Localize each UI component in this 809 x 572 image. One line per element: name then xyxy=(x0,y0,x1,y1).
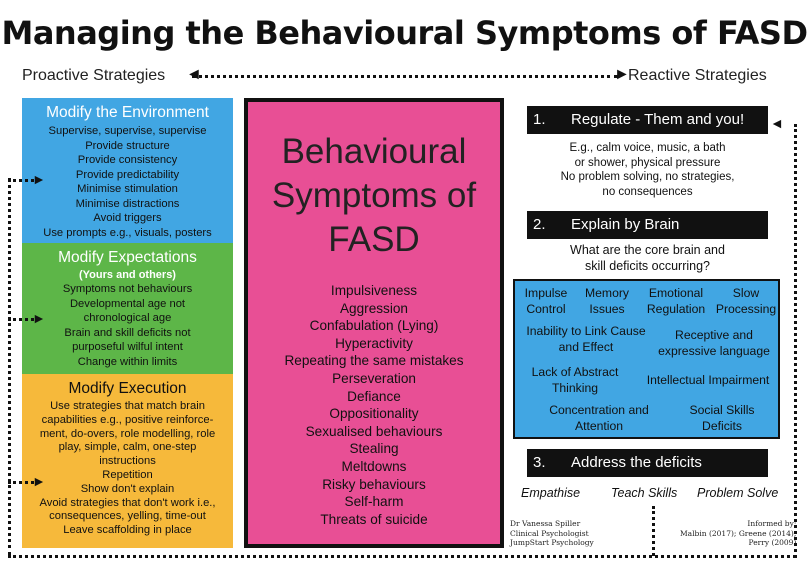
symptom-item: Hyperactivity xyxy=(335,335,413,351)
modify-expectations-list xyxy=(22,282,233,369)
symptom-item: Threats of suicide xyxy=(320,511,428,527)
deficit-item xyxy=(639,286,713,317)
modify-expectations-panel xyxy=(22,243,233,374)
panel-list-item: Brain and skill deficits not xyxy=(64,326,191,339)
symptom-item: Impulsiveness xyxy=(330,283,418,298)
deficit-item xyxy=(637,373,779,389)
strategy-spectrum-arrow xyxy=(192,75,618,78)
symptom-item: Risky behaviours xyxy=(322,476,426,492)
deficit-line: Social Skills xyxy=(689,403,755,417)
author-credit xyxy=(510,519,594,548)
step-explain-description xyxy=(527,243,768,274)
deficit-item xyxy=(519,286,573,317)
arrow-right-icon: ► xyxy=(32,171,46,187)
panel-list-item: Use strategies that match brain xyxy=(50,400,205,412)
credit-line: Informed by: xyxy=(747,519,797,528)
modify-execution-title: Modify Execution xyxy=(68,380,187,397)
step-number: 1. xyxy=(533,111,546,128)
center-title xyxy=(248,130,500,262)
panel-list-item: Provide predictability xyxy=(75,168,180,181)
deficit-line: Processing xyxy=(715,301,777,316)
modify-expectations-title: Modify Expectations xyxy=(58,249,197,266)
panel-list-item: Developmental age not xyxy=(69,297,186,310)
arrow-right-icon: ► xyxy=(32,473,46,489)
arrow-left-icon: ◄ xyxy=(186,66,202,83)
panel-list-item: ment, do-overs, role modelling, role xyxy=(39,427,216,440)
connector-branch xyxy=(8,481,34,484)
modify-environment-list xyxy=(22,124,233,240)
symptom-item: Repeating the same mistakes xyxy=(284,353,464,369)
arrow-right-icon: ► xyxy=(614,66,630,83)
modify-expectations-subtitle: (Yours and others) xyxy=(79,269,176,281)
deficit-line: Issues xyxy=(589,301,625,316)
panel-list-item: purposeful wilful intent xyxy=(72,341,183,353)
arrow-left-icon: ◄ xyxy=(770,115,784,131)
panel-list-item: consequences, yelling, time-out xyxy=(49,510,206,523)
deficit-line: Control xyxy=(526,301,566,316)
deficit-item xyxy=(577,286,637,317)
credit-line: Dr Vanessa Spiller xyxy=(510,519,581,528)
strategy-teach-skills: Teach Skills xyxy=(611,486,678,500)
deficit-line: Receptive and xyxy=(675,328,753,342)
symptom-list xyxy=(248,282,500,528)
page-title: Managing the Behavioural Symptoms of FASD xyxy=(1,14,808,52)
description-line: What are the core brain and xyxy=(570,243,725,257)
center-title-line: FASD xyxy=(328,220,420,259)
description-line: skill deficits occurring? xyxy=(584,258,711,273)
deficit-line: Thinking xyxy=(551,380,599,395)
deficit-line: Attention xyxy=(574,418,624,433)
deficit-item xyxy=(519,365,631,396)
step-regulate xyxy=(527,106,768,134)
center-title-line: Symptoms of xyxy=(271,176,477,215)
panel-list-item: Use prompts e.g., visuals, posters xyxy=(43,226,212,239)
panel-list-item: Supervise, supervise, supervise xyxy=(48,125,207,137)
deficit-line: Regulation xyxy=(646,301,706,316)
panel-list-item: Minimise distractions xyxy=(75,197,180,210)
bottom-connector-line xyxy=(8,555,796,558)
deficit-line: Deficits xyxy=(702,418,742,433)
credit-line: Clinical Psychologist xyxy=(510,528,589,538)
deficit-line: expressive language xyxy=(658,343,770,358)
deficit-line: Lack of Abstract xyxy=(531,365,619,379)
symptom-item: Self-harm xyxy=(344,494,404,510)
step-label: Address the deficits xyxy=(571,454,702,471)
modify-environment-title: Modify the Environment xyxy=(46,104,209,121)
sources-credit xyxy=(680,519,796,548)
panel-list-item: Symptoms not behaviours xyxy=(62,283,193,295)
deficit-line: Inability to Link Cause xyxy=(526,324,646,338)
symptom-item: Oppositionality xyxy=(329,406,419,422)
deficit-line: and Effect xyxy=(558,339,614,354)
deficit-item xyxy=(665,403,779,434)
reactive-strategies-label: Reactive Strategies xyxy=(628,67,767,84)
deficit-item xyxy=(649,328,779,359)
step-regulate-description xyxy=(527,141,768,199)
credit-line: Malbin (2017); Greene (2014); xyxy=(680,528,797,538)
panel-list-item: Provide structure xyxy=(85,139,170,152)
step-number: 2. xyxy=(533,216,546,233)
deficit-line: Emotional xyxy=(648,286,704,300)
strategy-empathise: Empathise xyxy=(521,486,581,500)
behavioural-symptoms-panel xyxy=(244,98,504,548)
symptom-item: Stealing xyxy=(349,441,399,457)
panel-list-item: Repetition xyxy=(102,468,153,481)
proactive-strategies-label: Proactive Strategies xyxy=(22,67,166,84)
symptom-item: Meltdowns xyxy=(341,458,407,474)
description-line: no consequences xyxy=(602,185,693,198)
left-connector-line xyxy=(8,178,11,556)
symptom-item: Aggression xyxy=(339,300,408,316)
deficit-line: Intellectual Impairment xyxy=(646,373,770,387)
symptom-item: Confabulation (Lying) xyxy=(309,318,439,334)
deficit-line: Slow xyxy=(732,286,760,300)
connector-branch xyxy=(8,179,34,182)
deficit-item xyxy=(713,286,779,317)
center-title-line: Behavioural xyxy=(281,132,467,171)
credit-line: JumpStart Psychology xyxy=(510,538,594,547)
panel-list-item: Change within limits xyxy=(77,355,178,368)
panel-list-item: Show don't explain xyxy=(80,482,175,495)
modify-execution-panel xyxy=(22,374,233,548)
deficit-line: Impulse xyxy=(524,286,568,300)
connector-branch xyxy=(8,318,34,321)
right-connector-line xyxy=(794,124,797,558)
panel-list-item: Avoid triggers xyxy=(93,212,162,224)
symptom-item: Perseveration xyxy=(332,370,416,386)
panel-list-item: Avoid strategies that don't work i.e., xyxy=(39,496,216,509)
step-label: Explain by Brain xyxy=(571,216,680,233)
deficit-item xyxy=(519,403,679,434)
description-line: or shower, physical pressure xyxy=(574,156,721,169)
modify-execution-list xyxy=(22,400,233,538)
step-label: Regulate - Them and you! xyxy=(571,111,745,128)
panel-list-item: capabilities e.g., positive reinforce- xyxy=(41,413,214,426)
modify-environment-panel xyxy=(22,98,233,243)
panel-list-item: Provide consistency xyxy=(77,154,178,166)
credit-line: Perry (2009) xyxy=(748,538,797,547)
panel-list-item: instructions xyxy=(99,455,156,468)
panel-list-item: chronological age xyxy=(83,312,172,324)
panel-list-item: Minimise stimulation xyxy=(77,183,178,195)
description-line: E.g., calm voice, music, a bath xyxy=(569,142,726,154)
deficit-item xyxy=(519,324,653,355)
deficit-line: Concentration and xyxy=(549,403,649,417)
panel-list-item: Leave scaffolding in place xyxy=(63,524,192,537)
deficit-line: Memory xyxy=(584,286,629,300)
center-connector-line xyxy=(652,506,655,556)
step-address-deficits xyxy=(527,449,768,477)
step-explain-by-brain xyxy=(527,211,768,239)
panel-list-item: play, simple, calm, one-step xyxy=(58,441,197,454)
strategy-problem-solve: Problem Solve xyxy=(697,486,779,500)
description-line: No problem solving, no strategies, xyxy=(560,171,735,183)
brain-deficits-box xyxy=(513,279,780,439)
arrow-right-icon: ► xyxy=(32,310,46,326)
step-number: 3. xyxy=(533,454,546,471)
symptom-item: Sexualised behaviours xyxy=(305,423,443,439)
symptom-item: Defiance xyxy=(347,388,401,404)
